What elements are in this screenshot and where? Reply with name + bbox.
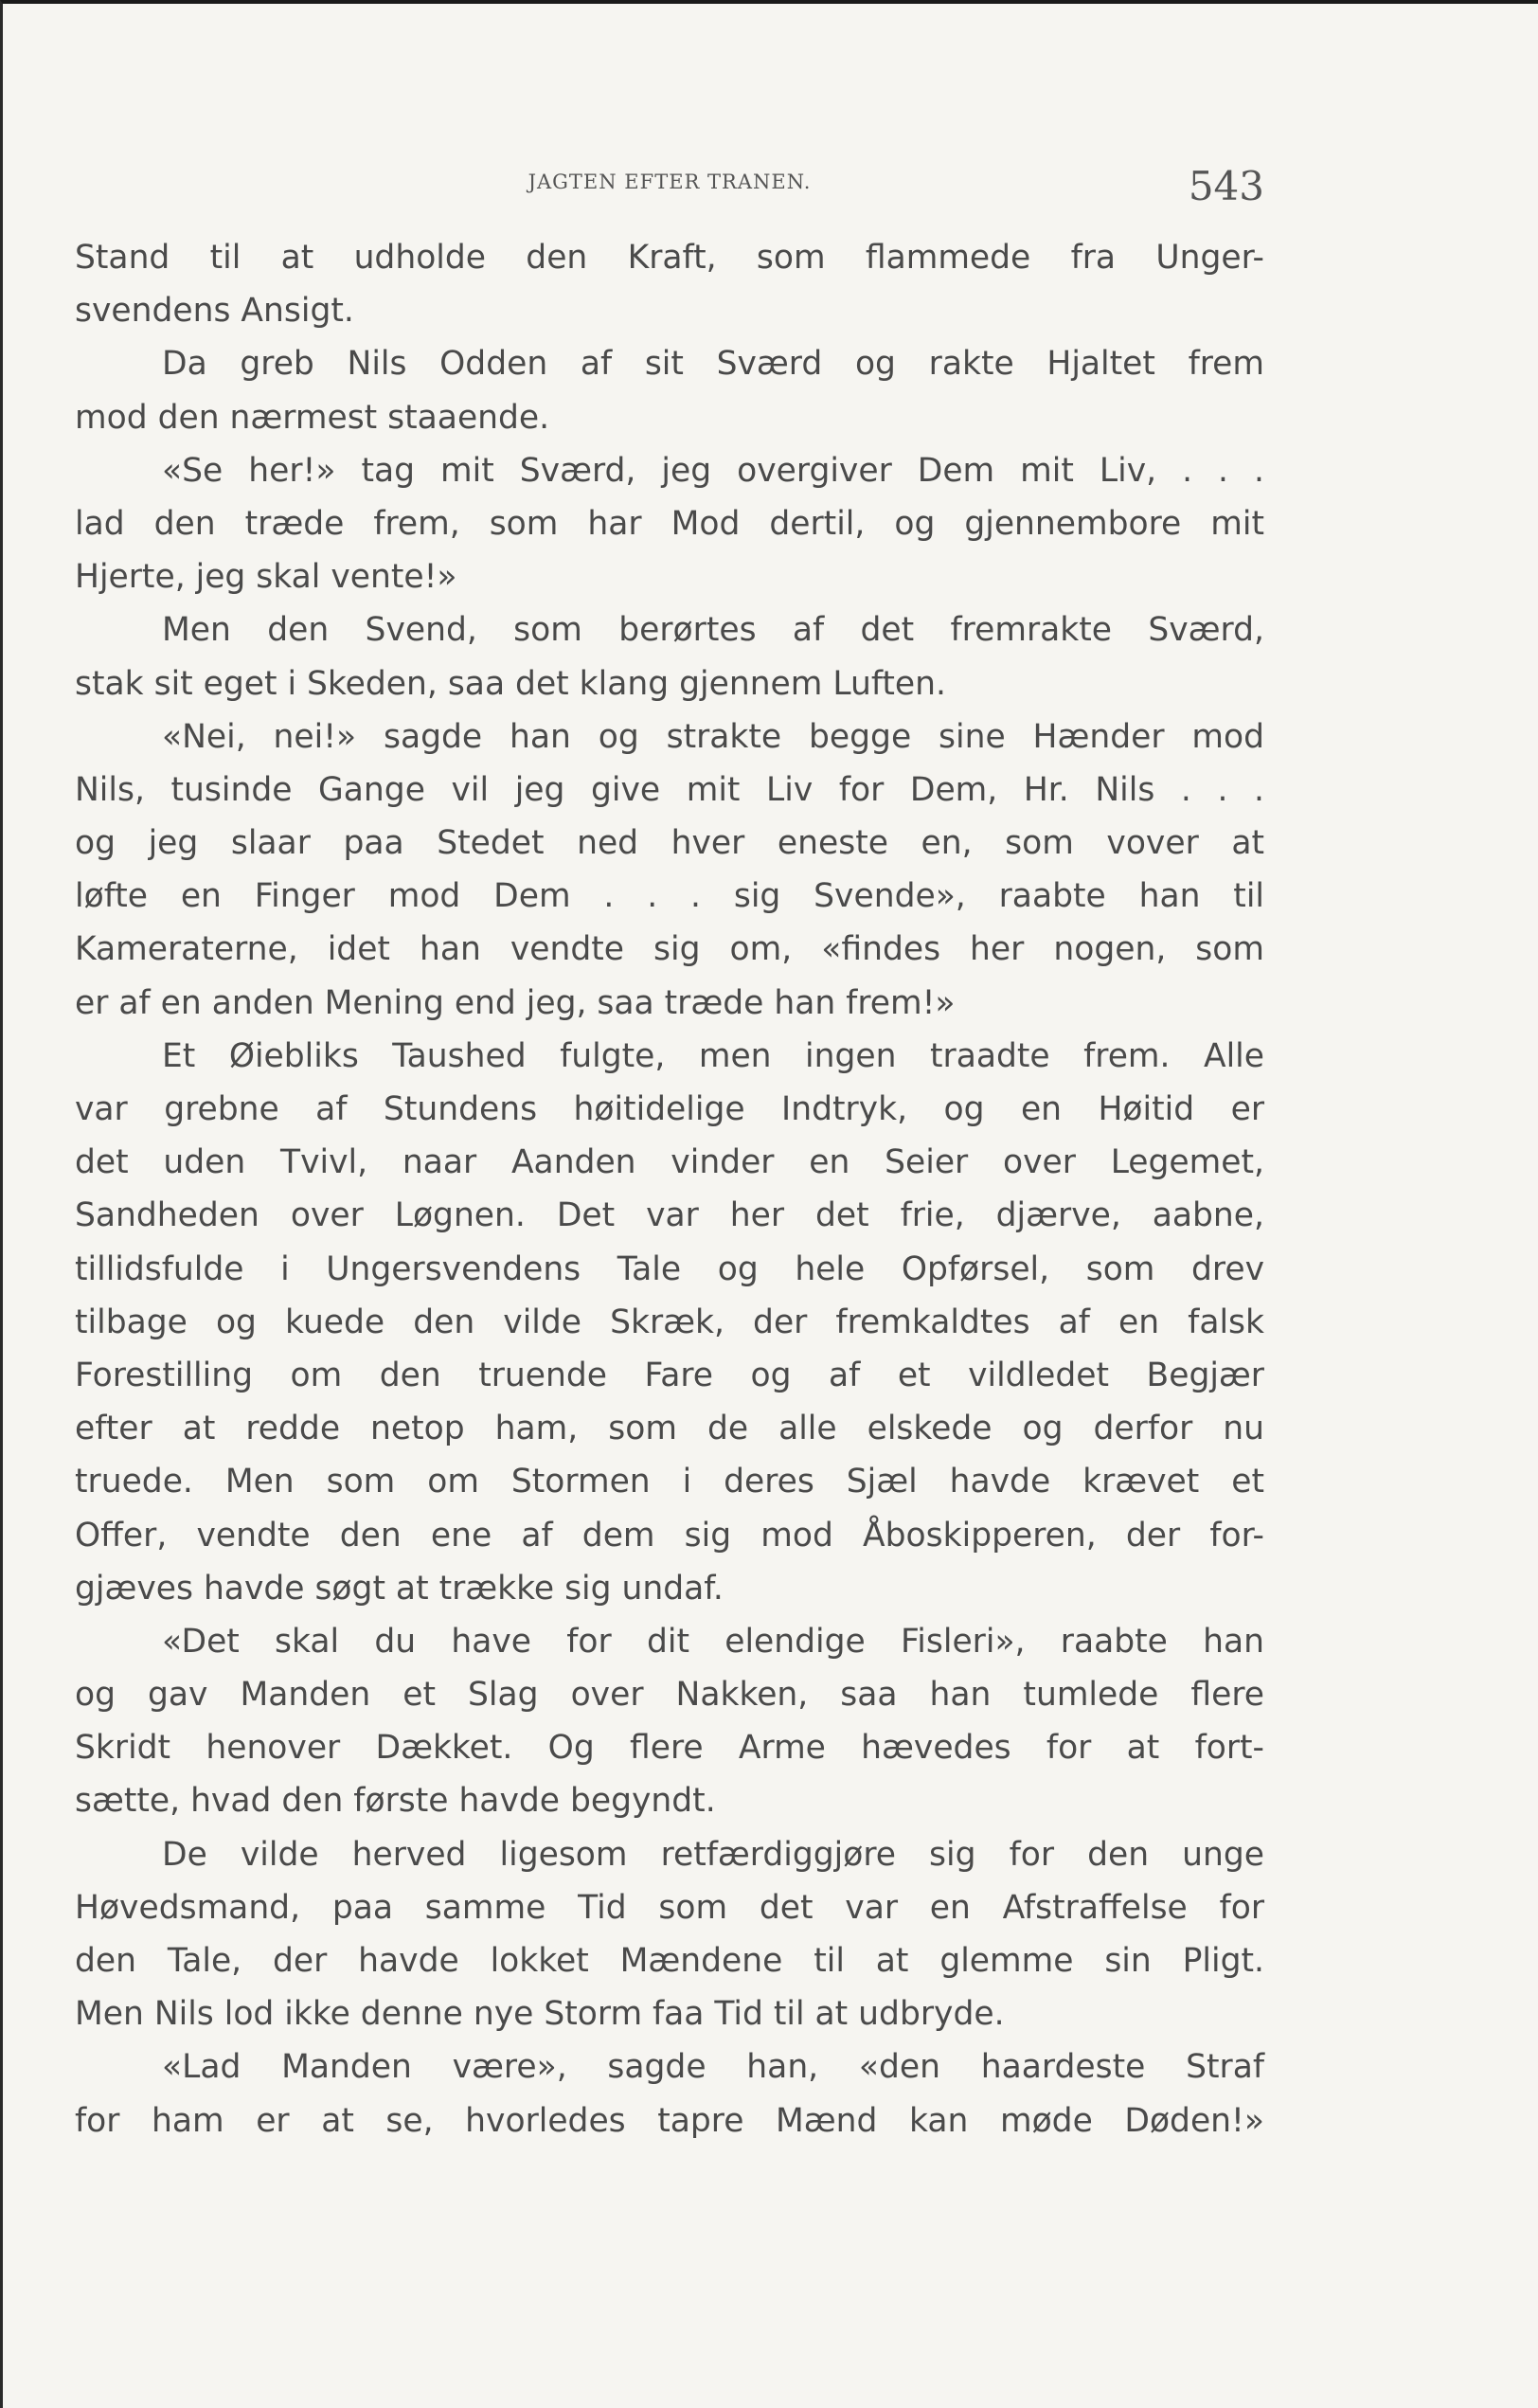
text-line: Høvedsmand, paa samme Tid som det var en Afstraffelse for [75, 1888, 1264, 1927]
text-line: Stand til at udholde den Kraft, som flammede fra Unger- [75, 239, 1264, 277]
text-line: er af en anden Mening end jeg, saa træde han frem!» [75, 983, 956, 1022]
text-line: mod den nærmest staaende. [75, 398, 550, 437]
text-line: sætte, hvad den første havde begyndt. [75, 1782, 716, 1821]
text-line: tillidsfulde i Ungersvendens Tale og hele Opførsel, som drev [75, 1249, 1264, 1288]
text-line: og gav Manden et Slag over Nakken, saa han tumlede flere [75, 1676, 1264, 1715]
text-line: svendens Ansigt. [75, 292, 354, 331]
text-line: Hjerte, jeg skal vente!» [75, 558, 457, 597]
text-line: og jeg slaar paa Stedet ned hver eneste en, som vover at [75, 824, 1264, 863]
text-line: Et Øiebliks Taushed fulgte, men ingen traadte frem. Alle [162, 1036, 1264, 1075]
text-line: tilbage og kuede den vilde Skræk, der fremkaldtes af en falsk [75, 1303, 1264, 1341]
text-line: Forestilling om den truende Fare og af et vildledet Begjær [75, 1356, 1264, 1394]
text-line: Kameraterne, idet han vendte sig om, «findes her nogen, som [75, 930, 1264, 969]
text-line: «Lad Manden være», sagde han, «den haardeste Straf [162, 2048, 1264, 2087]
text-line: løfte en Finger mod Dem . . . sig Svende», raabte han til [75, 877, 1264, 916]
text-line: Sandheden over Løgnen. Det var her det frie, djærve, aabne, [75, 1196, 1264, 1235]
text-line: «Se her!» tag mit Sværd, jeg overgiver Dem mit Liv, . . . [162, 451, 1264, 490]
text-line: Nils, tusinde Gange vil jeg give mit Liv for Dem, Hr. Nils . . . [75, 770, 1264, 809]
text-line: efter at redde netop ham, som de alle elskede og derfor nu [75, 1410, 1264, 1448]
text-line: De vilde herved ligesom retfærdiggjøre sig for den unge [162, 1835, 1264, 1874]
text-line: gjæves havde søgt at trække sig undaf. [75, 1569, 724, 1608]
text-line: Men Nils lod ikke denne nye Storm faa Tid til at udbryde. [75, 1995, 1005, 2034]
text-line: Skridt henover Dækket. Og flere Arme hævedes for at fort- [75, 1729, 1264, 1768]
text-line: den Tale, der havde lokket Mændene til at glemme sin Pligt. [75, 1942, 1264, 1980]
running-title: JAGTEN EFTER TRANEN. [528, 171, 812, 193]
body-text [75, 231, 1264, 2147]
text-line: Men den Svend, som berørtes af det fremrakte Sværd, [162, 611, 1264, 650]
text-line: for ham er at se, hvorledes tapre Mænd kan møde Døden!» [75, 2101, 1264, 2140]
text-line: «Det skal du have for dit elendige Fisleri», raabte han [162, 1622, 1264, 1661]
text-line: truede. Men som om Stormen i deres Sjæl havde krævet et [75, 1463, 1264, 1501]
text-line: det uden Tvivl, naar Aanden vinder en Seier over Legemet, [75, 1143, 1264, 1182]
text-line: «Nei, nei!» sagde han og strakte begge sine Hænder mod [162, 717, 1264, 756]
page-number: 543 [1188, 163, 1264, 209]
text-line: Offer, vendte den ene af dem sig mod Åboskipperen, der for- [75, 1516, 1264, 1554]
text-line: stak sit eget i Skeden, saa det klang gjennem Luften. [75, 664, 946, 703]
text-line: lad den træde frem, som har Mod dertil, og gjennembore mit [75, 504, 1264, 543]
text-line: var grebne af Stundens høitidelige Indtryk, og en Høitid er [75, 1090, 1264, 1128]
page-header [75, 163, 1264, 220]
text-line: Da greb Nils Odden af sit Sværd og rakte Hjaltet frem [162, 345, 1264, 384]
